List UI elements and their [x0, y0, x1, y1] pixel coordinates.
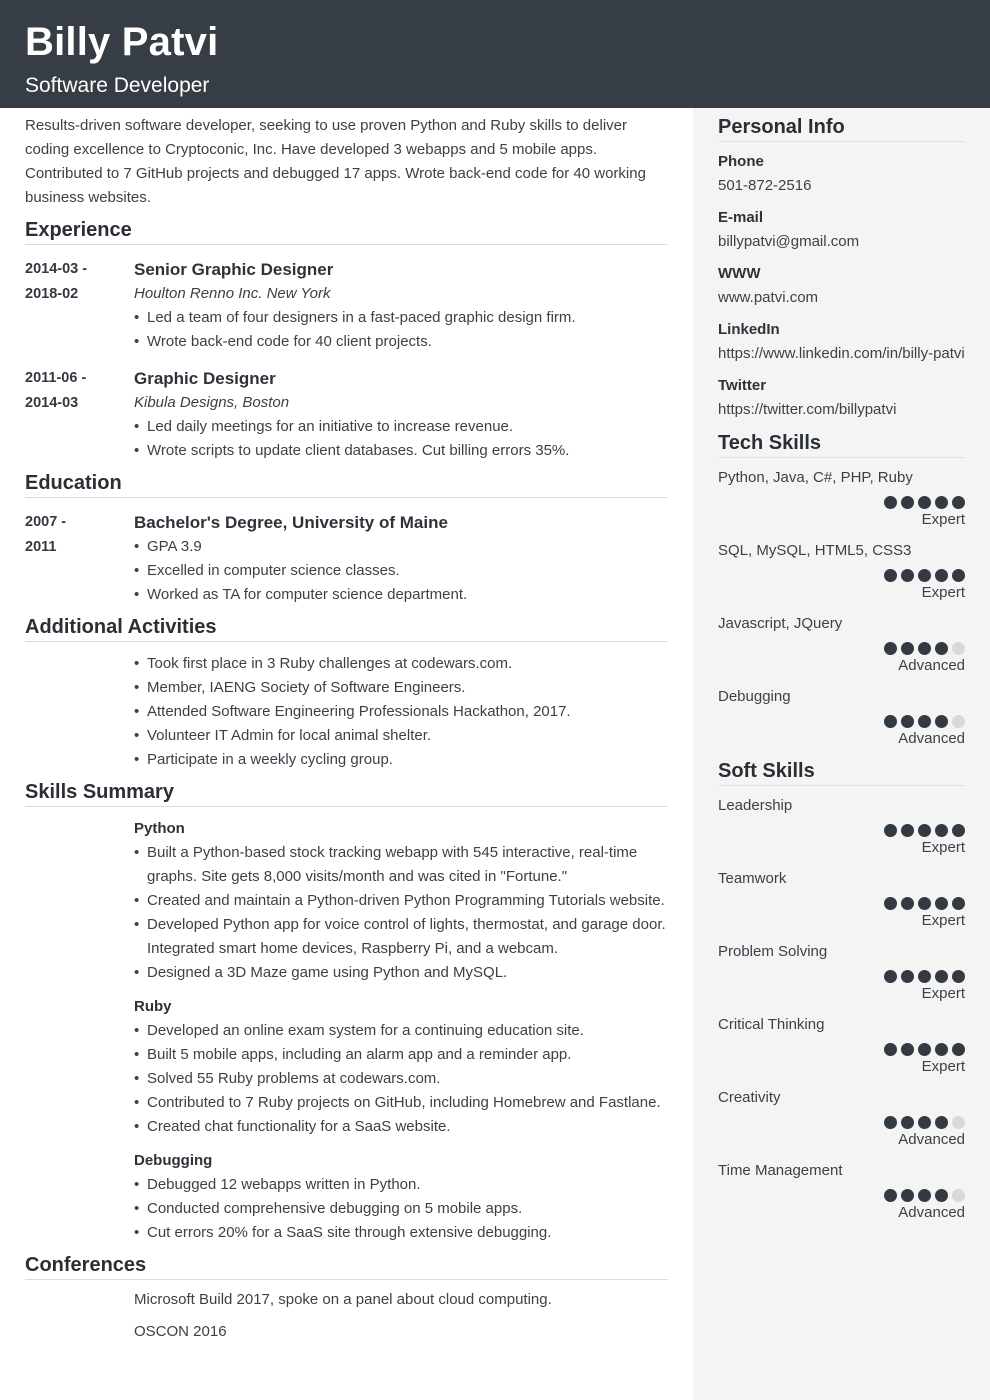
- activities-section: [25, 616, 668, 772]
- bullet-list: [134, 535, 668, 607]
- rating-dot-filled-icon: [935, 824, 948, 837]
- section-title: Soft Skills: [718, 760, 965, 786]
- skill-rating: [718, 1043, 965, 1056]
- candidate-title: Software Developer: [25, 74, 210, 97]
- list-item: • Built a Python-based stock tracking webapp with 545 interactive, real-time graphs. Site gets 8,000 visits/month and was cited in "Fortune.": [134, 841, 668, 889]
- skill-rating: [718, 569, 965, 582]
- section-title: Experience: [25, 219, 668, 245]
- skills-summary-section: [25, 781, 668, 1245]
- skill-rating: [718, 496, 965, 509]
- rating-dot-filled-icon: [918, 897, 931, 910]
- skill-level: Advanced: [898, 1204, 965, 1221]
- rating-dot-filled-icon: [918, 970, 931, 983]
- rating-dot-filled-icon: [935, 642, 948, 655]
- list-item: • Solved 55 Ruby problems at codewars.com.: [134, 1067, 668, 1091]
- rating-dot-filled-icon: [884, 642, 897, 655]
- skill-group-title: Python: [134, 820, 185, 837]
- rating-dot-filled-icon: [918, 824, 931, 837]
- phone-value: 501-872-2516: [718, 177, 812, 194]
- section-title: Conferences: [25, 1254, 668, 1280]
- candidate-name: Billy Patvi: [25, 20, 219, 64]
- skill-group-title: Debugging: [134, 1152, 213, 1169]
- skill-level: Advanced: [898, 730, 965, 747]
- rating-dot-filled-icon: [935, 569, 948, 582]
- rating-dot-filled-icon: [952, 1043, 965, 1056]
- bullet-list: [134, 306, 668, 354]
- rating-dot-filled-icon: [952, 824, 965, 837]
- bullet-list: [134, 1173, 668, 1245]
- date-end: 2014-03: [25, 395, 79, 411]
- rating-dot-filled-icon: [884, 496, 897, 509]
- list-item: • Built 5 mobile apps, including an alarm app and a reminder app.: [134, 1043, 668, 1067]
- skill-item: [718, 685, 965, 750]
- rating-dot-filled-icon: [918, 569, 931, 582]
- skill-item: [718, 1159, 965, 1224]
- rating-dot-filled-icon: [918, 1189, 931, 1202]
- list-item: • GPA 3.9: [134, 535, 668, 559]
- twitter-label: Twitter: [718, 377, 767, 394]
- bullet-list: [134, 652, 668, 772]
- rating-dot-filled-icon: [918, 715, 931, 728]
- rating-dot-filled-icon: [901, 642, 914, 655]
- company-name: Houlton Renno Inc. New York: [134, 285, 331, 302]
- education-section: [25, 472, 668, 607]
- list-item: • Created and maintain a Python-driven Python Programming Tutorials website.: [134, 889, 668, 913]
- phone-label: Phone: [718, 153, 764, 170]
- list-item: • Developed Python app for voice control of lights, thermostat, and garage door. Integrated smart home devices, Raspberry Pi, and a webcam.: [134, 913, 668, 961]
- rating-dot-filled-icon: [901, 569, 914, 582]
- soft-skills-section: [718, 760, 965, 1224]
- section-title: Additional Activities: [25, 616, 668, 642]
- skill-rating: [718, 715, 965, 728]
- email-value[interactable]: billypatvi@gmail.com: [718, 233, 860, 250]
- tech-skills-section: [718, 432, 965, 750]
- list-item: • Took first place in 3 Ruby challenges at codewars.com.: [134, 652, 668, 676]
- resume-header: [0, 0, 990, 108]
- skill-name: Creativity: [718, 1089, 781, 1106]
- rating-dot-filled-icon: [935, 970, 948, 983]
- skill-rating: [718, 1189, 965, 1202]
- skill-item: [718, 794, 965, 859]
- list-item: • Debugged 12 webapps written in Python.: [134, 1173, 668, 1197]
- skill-item: [718, 867, 965, 932]
- main-column: [25, 108, 668, 1344]
- rating-dot-empty-icon: [952, 642, 965, 655]
- section-title: Education: [25, 472, 668, 498]
- rating-dot-filled-icon: [884, 824, 897, 837]
- section-title: Skills Summary: [25, 781, 668, 807]
- date-end: 2011: [25, 539, 57, 555]
- job-title: Senior Graphic Designer: [134, 260, 334, 279]
- conference-item: Microsoft Build 2017, spoke on a panel about cloud computing.: [134, 1291, 552, 1308]
- list-item: • Created chat functionality for a SaaS website.: [134, 1115, 668, 1139]
- job-title: Graphic Designer: [134, 369, 276, 388]
- skill-group-title: Ruby: [134, 998, 172, 1015]
- skill-name: Teamwork: [718, 870, 787, 887]
- skill-name: Critical Thinking: [718, 1016, 825, 1033]
- conferences-section: [25, 1254, 668, 1344]
- entry-dates: [25, 257, 134, 354]
- rating-dot-filled-icon: [918, 1116, 931, 1129]
- skill-item: [718, 539, 965, 604]
- skill-level: Expert: [921, 1058, 965, 1075]
- experience-entry: [25, 257, 668, 354]
- skill-level: Expert: [921, 912, 965, 929]
- degree-title: Bachelor's Degree, University of Maine: [134, 513, 448, 532]
- skill-name: SQL, MySQL, HTML5, CSS3: [718, 542, 912, 559]
- rating-dot-filled-icon: [884, 897, 897, 910]
- rating-dot-filled-icon: [935, 1043, 948, 1056]
- conference-item: OSCON 2016: [134, 1323, 227, 1340]
- entry-dates: [25, 510, 134, 607]
- rating-dot-filled-icon: [901, 715, 914, 728]
- rating-dot-filled-icon: [901, 1043, 914, 1056]
- linkedin-value[interactable]: https://www.linkedin.com/in/billy-patvi: [718, 345, 965, 362]
- list-item: • Conducted comprehensive debugging on 5 mobile apps.: [134, 1197, 668, 1221]
- skill-rating: [718, 897, 965, 910]
- rating-dot-filled-icon: [935, 715, 948, 728]
- rating-dot-filled-icon: [884, 1189, 897, 1202]
- rating-dot-filled-icon: [884, 1043, 897, 1056]
- skill-item: [718, 1013, 965, 1078]
- rating-dot-filled-icon: [952, 569, 965, 582]
- skill-rating: [718, 824, 965, 837]
- rating-dot-empty-icon: [952, 1116, 965, 1129]
- skill-level: Advanced: [898, 657, 965, 674]
- list-item: • Led daily meetings for an initiative to increase revenue.: [134, 415, 668, 439]
- skill-level: Expert: [921, 839, 965, 856]
- bullet-list: [134, 415, 668, 463]
- rating-dot-filled-icon: [935, 1116, 948, 1129]
- professional-summary: Results-driven software developer, seeking to use proven Python and Ruby skills to deliver coding excellence to Cryptoconic, Inc. Have developed 3 webapps and 5 mobile apps. Contributed to 7 GitHub projects and debugged 17 apps. Wrote back-end code for 40 working business websites.: [25, 117, 646, 206]
- list-item: • Member, IAENG Society of Software Engineers.: [134, 676, 668, 700]
- sidebar: [693, 108, 990, 1400]
- rating-dot-filled-icon: [901, 970, 914, 983]
- skill-rating: [718, 970, 965, 983]
- list-item: • Designed a 3D Maze game using Python and MySQL.: [134, 961, 668, 985]
- linkedin-label: LinkedIn: [718, 321, 780, 338]
- rating-dot-filled-icon: [901, 1116, 914, 1129]
- skill-name: Time Management: [718, 1162, 843, 1179]
- rating-dot-empty-icon: [952, 1189, 965, 1202]
- list-item: • Wrote back-end code for 40 client projects.: [134, 330, 668, 354]
- date-start: 2011-06 -: [25, 370, 87, 386]
- list-item: • Cut errors 20% for a SaaS site through extensive debugging.: [134, 1221, 668, 1245]
- skill-rating: [718, 642, 965, 655]
- list-item: • Volunteer IT Admin for local animal shelter.: [134, 724, 668, 748]
- bullet-list: [134, 841, 668, 985]
- section-title: Personal Info: [718, 116, 965, 142]
- twitter-value[interactable]: https://twitter.com/billypatvi: [718, 401, 897, 418]
- rating-dot-filled-icon: [901, 1189, 914, 1202]
- skill-name: Debugging: [718, 688, 791, 705]
- personal-info-section: [718, 116, 965, 422]
- rating-dot-filled-icon: [884, 569, 897, 582]
- rating-dot-filled-icon: [901, 897, 914, 910]
- skill-rating: [718, 1116, 965, 1129]
- skill-level: Expert: [921, 511, 965, 528]
- rating-dot-filled-icon: [918, 642, 931, 655]
- website-label: WWW: [718, 265, 761, 282]
- bullet-list: [134, 1019, 668, 1139]
- list-item: • Worked as TA for computer science department.: [134, 583, 668, 607]
- date-start: 2014-03 -: [25, 261, 88, 277]
- list-item: • Excelled in computer science classes.: [134, 559, 668, 583]
- rating-dot-filled-icon: [952, 897, 965, 910]
- list-item: • Participate in a weekly cycling group.: [134, 748, 668, 772]
- skill-name: Javascript, JQuery: [718, 615, 843, 632]
- list-item: • Contributed to 7 Ruby projects on GitHub, including Homebrew and Fastlane.: [134, 1091, 668, 1115]
- email-label: E-mail: [718, 209, 764, 226]
- experience-entry: [25, 366, 668, 463]
- skill-item: [718, 1086, 965, 1151]
- skill-item: [718, 612, 965, 677]
- skill-level: Expert: [921, 584, 965, 601]
- date-start: 2007 -: [25, 514, 67, 530]
- rating-dot-filled-icon: [884, 970, 897, 983]
- list-item: • Led a team of four designers in a fast-paced graphic design firm.: [134, 306, 668, 330]
- rating-dot-empty-icon: [952, 715, 965, 728]
- list-item: • Wrote scripts to update client databases. Cut billing errors 35%.: [134, 439, 668, 463]
- rating-dot-filled-icon: [918, 1043, 931, 1056]
- skill-name: Problem Solving: [718, 943, 828, 960]
- rating-dot-filled-icon: [952, 496, 965, 509]
- rating-dot-filled-icon: [918, 496, 931, 509]
- list-item: • Attended Software Engineering Professionals Hackathon, 2017.: [134, 700, 668, 724]
- skill-level: Advanced: [898, 1131, 965, 1148]
- skill-item: [718, 466, 965, 531]
- skill-item: [718, 940, 965, 1005]
- rating-dot-filled-icon: [884, 1116, 897, 1129]
- section-title: Tech Skills: [718, 432, 965, 458]
- company-name: Kibula Designs, Boston: [134, 394, 290, 411]
- skill-name: Python, Java, C#, PHP, Ruby: [718, 469, 913, 486]
- website-value[interactable]: www.patvi.com: [718, 289, 819, 306]
- rating-dot-filled-icon: [884, 715, 897, 728]
- rating-dot-filled-icon: [935, 496, 948, 509]
- rating-dot-filled-icon: [935, 897, 948, 910]
- entry-dates: [25, 366, 134, 463]
- date-end: 2018-02: [25, 286, 79, 302]
- rating-dot-filled-icon: [952, 970, 965, 983]
- rating-dot-filled-icon: [935, 1189, 948, 1202]
- education-entry: [25, 510, 668, 607]
- experience-section: [25, 219, 668, 463]
- rating-dot-filled-icon: [901, 824, 914, 837]
- skill-name: Leadership: [718, 797, 793, 814]
- skill-level: Expert: [921, 985, 965, 1002]
- rating-dot-filled-icon: [901, 496, 914, 509]
- list-item: • Developed an online exam system for a continuing education site.: [134, 1019, 668, 1043]
